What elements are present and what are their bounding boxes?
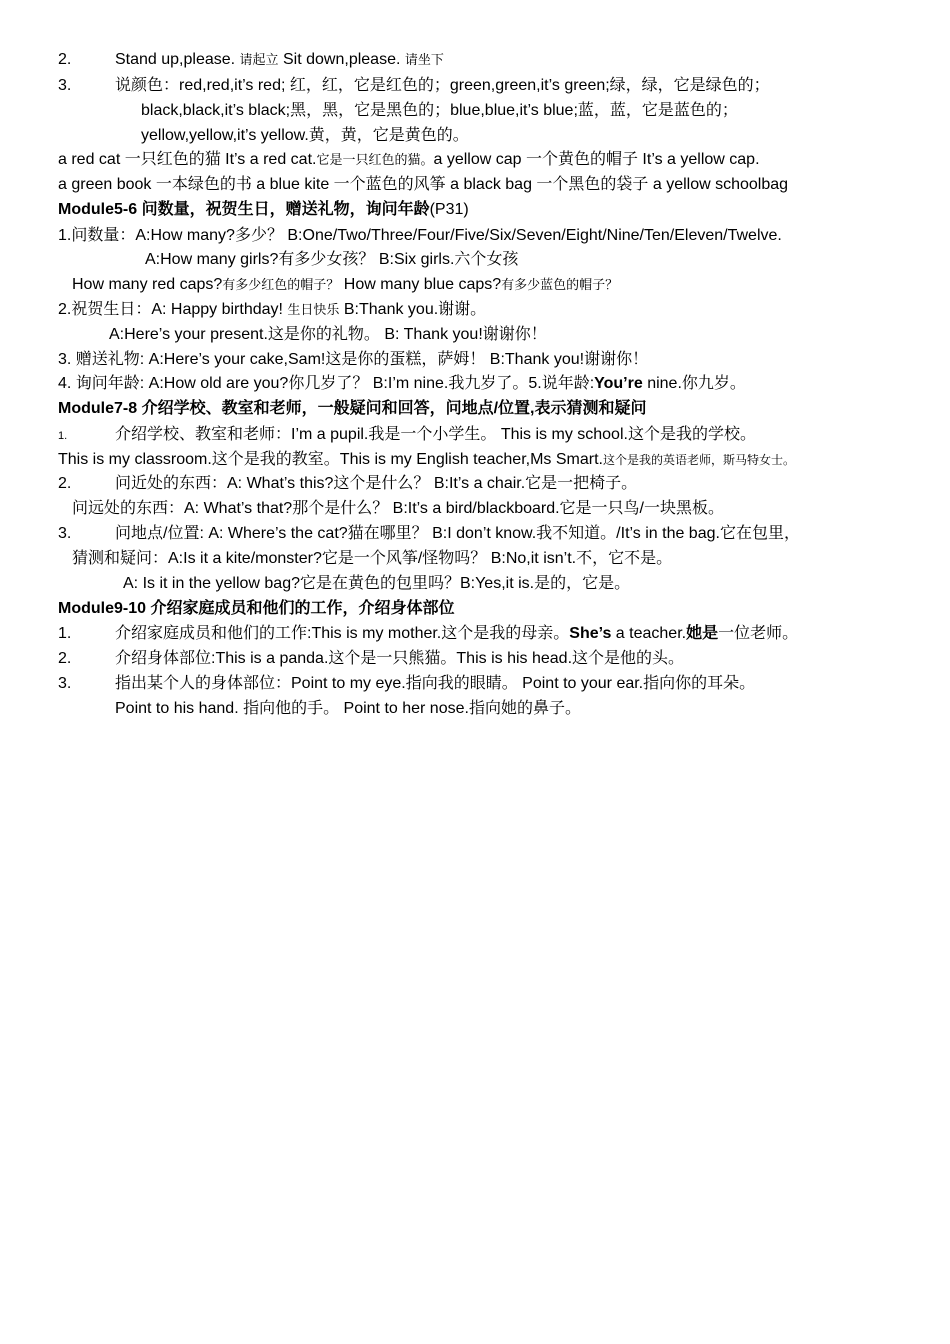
list-number: 2. [58, 650, 72, 667]
text-run-small: 有多少蓝色的帽子？ [501, 277, 619, 292]
text-run-small: 请起立 [239, 52, 279, 67]
text-run: 问近处的东西：A: What’s this?这个是什么？ B:It’s a chair.它是一把椅子。 [115, 475, 638, 492]
text-run: How many red caps? [72, 276, 223, 293]
text-run: nine.你九岁。 [642, 375, 746, 392]
list-number: 1. [58, 625, 72, 642]
heading-text: Module7-8 介绍学校、教室和老师，一般疑问和回答，问地点/位置,表示猜测和疑问 [58, 400, 647, 417]
text-run: Point to his hand. 指向他的手。 Point to her nose.指向她的鼻子。 [115, 700, 581, 717]
text-run: a green book 一本绿色的书 a blue kite 一个蓝色的风筝 a black bag 一个黑色的袋子 a yellow schoolbag [58, 176, 789, 193]
heading-text: Module5-6 问数量，祝贺生日，赠送礼物，询问年龄 [58, 201, 430, 218]
text-line [72, 548, 672, 570]
text-line [58, 174, 788, 196]
text-run: 说颜色：red,red,it’s red; 红，红，它是红色的；green,green,it’s green;绿，绿，它是绿色的； [115, 77, 770, 94]
text-line [115, 698, 581, 720]
text-run: Sit down,please. [278, 51, 405, 68]
text-run-bold: 她是 [686, 625, 719, 642]
text-line [72, 274, 618, 296]
list-number: 2. [58, 51, 72, 68]
text-line [58, 49, 444, 71]
text-line [58, 299, 486, 321]
text-run: a yellow cap 一个黄色的帽子 It’s a yellow cap. [433, 151, 760, 168]
text-line [58, 523, 800, 545]
text-run: (P31) [429, 201, 469, 218]
text-run-small: 请坐下 [404, 52, 444, 67]
text-line [72, 498, 724, 520]
section-heading [58, 598, 454, 620]
text-run: 问地点/位置: A: Where’s the cat?猫在哪里？ B:I don’t know.我不知道。/It’s in the bag.它在包里， [115, 525, 800, 542]
text-run: This is my classroom.这个是我的教室。This is my English teacher,Ms Smart. [58, 451, 603, 468]
text-run: yellow,yellow,it’s yellow.黄，黄，它是黄色的。 [141, 127, 469, 144]
text-line [58, 75, 770, 97]
text-run-small: 它是一只红色的猫。 [316, 152, 434, 167]
text-run: B:Thank you.谢谢。 [339, 301, 487, 318]
text-run-bold: She’s [569, 625, 612, 642]
text-run: 介绍身体部位:This is a panda.这个是一只熊猫。This is his head.这个是他的头。 [115, 650, 685, 667]
text-run: A: Is it in the yellow bag?它是在黄色的包里吗？B:Yes,it is.是的，它是。 [123, 575, 631, 592]
text-run: Stand up,please. [115, 51, 240, 68]
text-line [58, 424, 756, 447]
text-run: A:How many girls?有多少女孩？ B:Six girls.六个女孩 [145, 251, 519, 268]
text-line [141, 100, 738, 122]
text-line [58, 648, 684, 670]
text-run: 问远处的东西：A: What’s that?那个是什么？ B:It’s a bird/blackboard.它是一只鸟/一块黑板。 [72, 500, 725, 517]
section-heading [58, 398, 646, 420]
text-line [123, 573, 630, 595]
text-line [58, 473, 637, 495]
list-number: 2. [58, 475, 72, 492]
list-number: 1. [58, 430, 68, 442]
text-run-small: 这个是我的英语老师，斯马特女士。 [603, 453, 796, 467]
text-line [58, 673, 755, 695]
text-line [141, 125, 469, 147]
text-line [58, 225, 782, 247]
text-run: 介绍学校、教室和老师：I’m a pupil.我是一个小学生。 This is my school.这个是我的学校。 [115, 426, 756, 443]
text-run: black,black,it’s black;黑，黑，它是黑色的；blue,blue,it’s blue;蓝，蓝，它是蓝色的； [141, 102, 738, 119]
text-run: 一位老师。 [718, 625, 799, 642]
text-run: 2.祝贺生日：A: Happy birthday! [58, 301, 288, 318]
text-run: 猜测和疑问：A:Is it a kite/monster?它是一个风筝/怪物吗？ B:No,it isn’t.不，它不是。 [72, 550, 673, 567]
text-line [58, 449, 795, 471]
heading-text: Module9-10 介绍家庭成员和他们的工作，介绍身体部位 [58, 600, 455, 617]
list-number: 3. [58, 525, 72, 542]
text-run: a teacher. [611, 625, 687, 642]
text-run: A:Here’s your present.这是你的礼物。 B: Thank you!谢谢你！ [109, 326, 547, 343]
text-line [58, 149, 760, 171]
text-run: 4. 询问年龄: A:How old are you?你几岁了？ B:I’m nine.我九岁了。5.说年龄: [58, 375, 595, 392]
text-run: 介绍家庭成员和他们的工作:This is my mother.这个是我的母亲。 [115, 625, 570, 642]
text-run: 3. 赠送礼物: A:Here’s your cake,Sam!这是你的蛋糕，萨姆！ B:Thank you!谢谢你！ [58, 351, 649, 368]
text-run: 1.问数量：A:How many?多少？ B:One/Two/Three/Four/Five/Six/Seven/Eight/Nine/Ten/Eleven/Twelve. [58, 227, 782, 244]
list-number: 3. [58, 77, 72, 94]
text-run: 指出某个人的身体部位：Point to my eye.指向我的眼睛。 Point to your ear.指向你的耳朵。 [115, 675, 756, 692]
section-heading [58, 199, 469, 221]
list-number: 3. [58, 675, 72, 692]
text-run-small: 生日快乐 [287, 302, 340, 317]
text-run-bold: You’re [594, 375, 643, 392]
text-line [109, 324, 547, 346]
text-line [145, 249, 518, 271]
text-line [58, 373, 746, 395]
text-line [58, 623, 798, 645]
text-run: How many blue caps? [339, 276, 502, 293]
text-run: a red cat 一只红色的猫 It’s a red cat. [58, 151, 317, 168]
text-run-small: 有多少红色的帽子？ [222, 277, 340, 292]
text-line [58, 349, 648, 371]
